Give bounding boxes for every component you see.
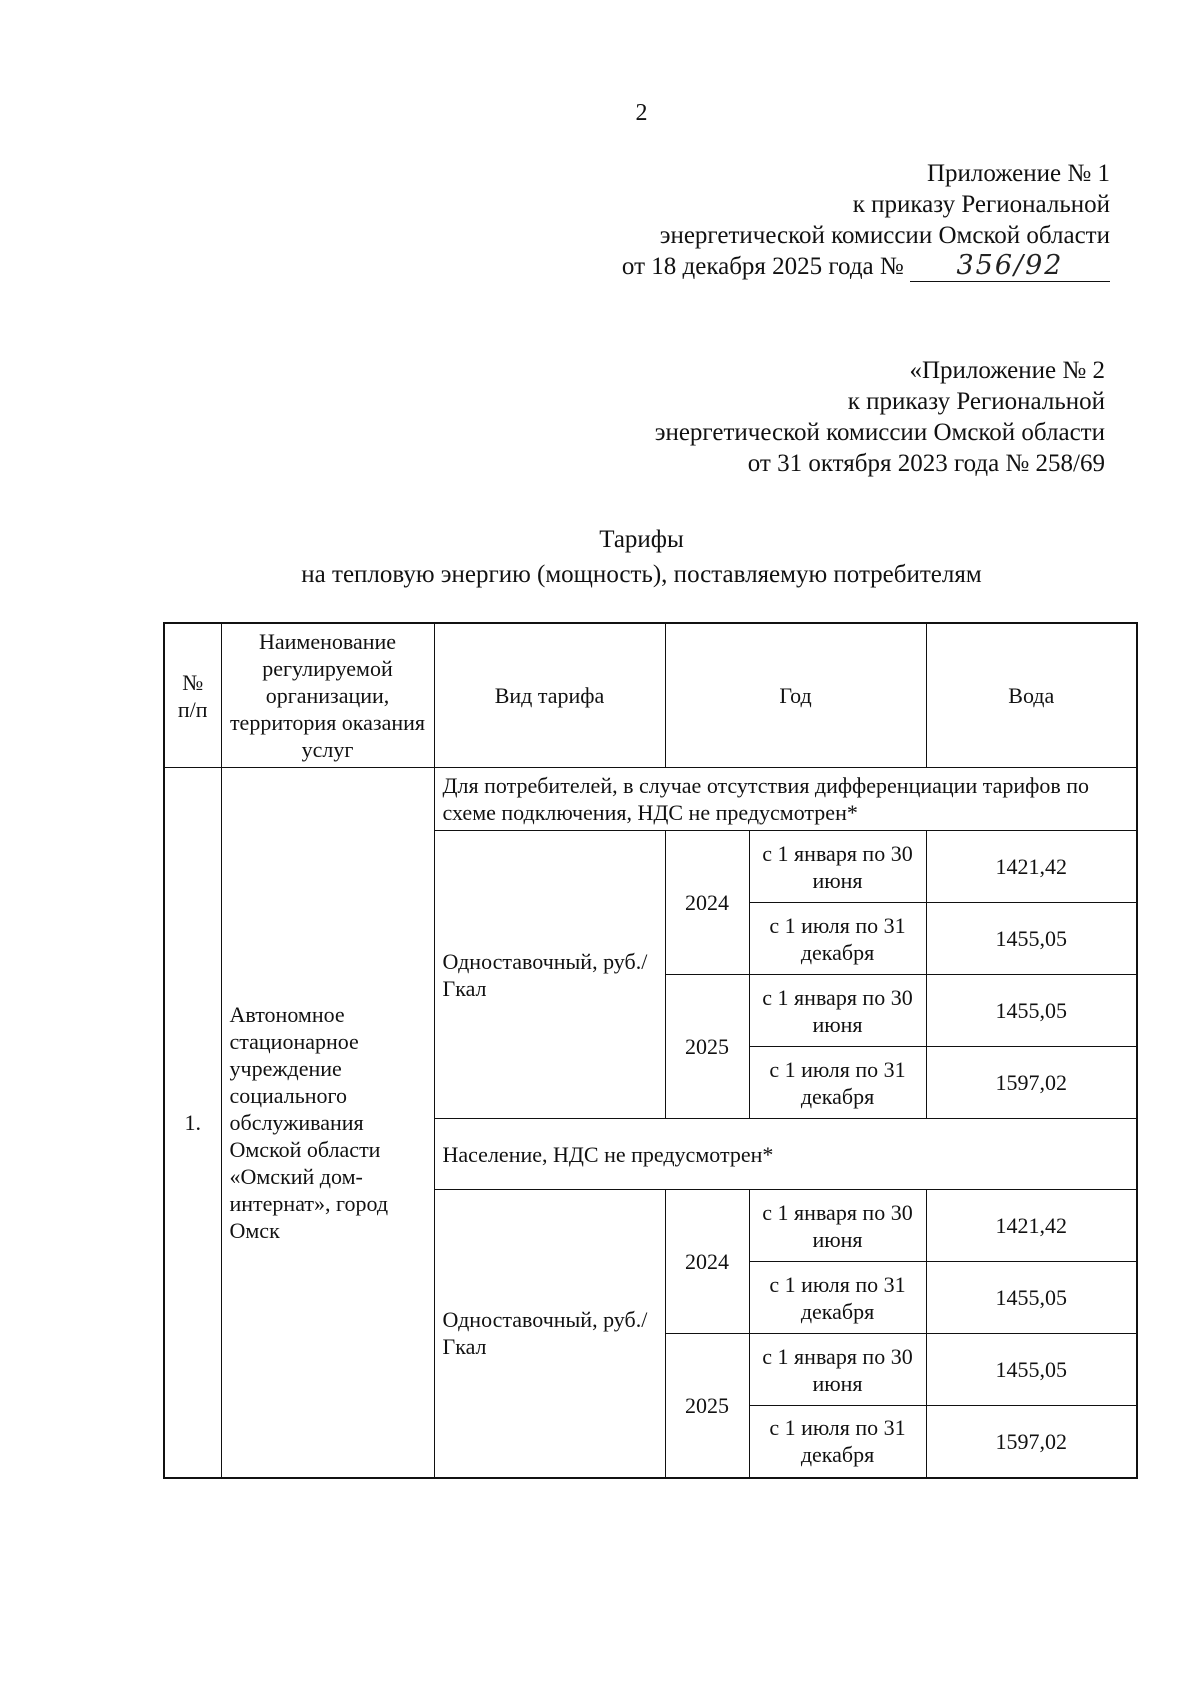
period-cell: с 1 января по 30 июня <box>749 1190 926 1262</box>
annex-1-header <box>622 158 1110 282</box>
period-cell: с 1 июля по 31 декабря <box>749 1047 926 1119</box>
year-cell: 2024 <box>665 1190 749 1334</box>
annex-1-date-line <box>622 251 1110 282</box>
organization-name: Автономное стационарное учреждение социального обслуживания Омской области «Омский дом-интернат», город Омск <box>221 768 434 1478</box>
annex-2-commission: энергетической комиссии Омской области <box>654 419 1105 446</box>
period-cell: с 1 января по 30 июня <box>749 1334 926 1406</box>
value-cell: 1421,42 <box>926 1190 1137 1262</box>
tariff-table <box>163 622 1138 1479</box>
tariff-type: Одноставочный, руб./Гкал <box>434 1190 665 1478</box>
row-number: 1. <box>164 768 221 1478</box>
year-cell: 2024 <box>665 831 749 975</box>
title-main: Тарифы <box>599 526 684 553</box>
annex-1-commission: энергетической комиссии Омской области <box>659 222 1110 249</box>
header-org: Наименование регулируемой организации, территория оказания услуг <box>221 623 434 768</box>
value-cell: 1455,05 <box>926 903 1137 975</box>
document-title <box>0 522 1200 592</box>
annex-1-order-ref: к приказу Региональной <box>852 191 1110 218</box>
period-cell: с 1 июля по 31 декабря <box>749 1262 926 1334</box>
annex-2-title: «Приложение № 2 <box>909 357 1105 384</box>
table-header-row <box>164 623 1137 768</box>
value-cell: 1455,05 <box>926 975 1137 1047</box>
page-number: 2 <box>635 100 648 126</box>
order-number-field <box>910 252 1110 282</box>
header-tariff-type: Вид тарифа <box>434 623 665 768</box>
annex-2-order-ref: к приказу Региональной <box>847 388 1105 415</box>
annex-1-date: от 18 декабря 2025 года № <box>621 253 904 280</box>
year-cell: 2025 <box>665 1334 749 1478</box>
section-title: Для потребителей, в случае отсутствия дифференциации тарифов по схеме подключения, НДС не предусмотрен* <box>434 768 1137 831</box>
annex-2-header <box>655 355 1105 479</box>
value-cell: 1597,02 <box>926 1406 1137 1478</box>
annex-1-title: Приложение № 1 <box>926 160 1110 187</box>
value-cell: 1597,02 <box>926 1047 1137 1119</box>
value-cell: 1455,05 <box>926 1334 1137 1406</box>
tariff-type: Одноставочный, руб./Гкал <box>434 831 665 1119</box>
header-year: Год <box>665 623 926 768</box>
period-cell: с 1 июля по 31 декабря <box>749 903 926 975</box>
section-row <box>164 768 1137 831</box>
title-subtitle: на тепловую энергию (мощность), поставляемую потребителям <box>301 561 982 588</box>
annex-2-date: от 31 октября 2023 года № 258/69 <box>747 450 1105 477</box>
handwritten-order-number: 356/92 <box>956 250 1064 281</box>
value-cell: 1421,42 <box>926 831 1137 903</box>
period-cell: с 1 января по 30 июня <box>749 831 926 903</box>
value-cell: 1455,05 <box>926 1262 1137 1334</box>
section-title: Население, НДС не предусмотрен* <box>434 1119 1137 1190</box>
year-cell: 2025 <box>665 975 749 1119</box>
header-water: Вода <box>926 623 1137 768</box>
period-cell: с 1 июля по 31 декабря <box>749 1406 926 1478</box>
header-num: № п/п <box>164 623 221 768</box>
period-cell: с 1 января по 30 июня <box>749 975 926 1047</box>
